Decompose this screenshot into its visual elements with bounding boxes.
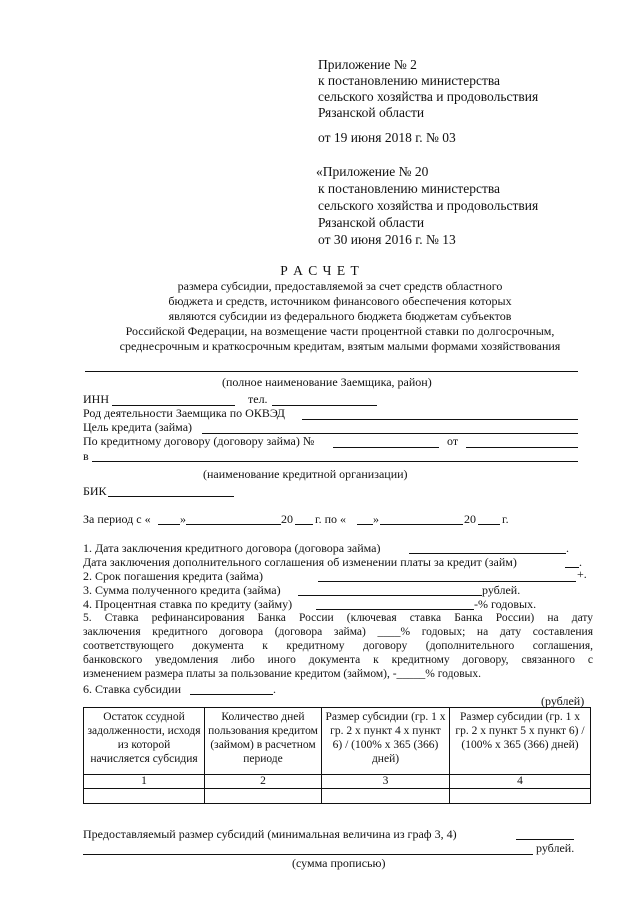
- appendix-current-line1: Приложение № 2: [318, 57, 417, 72]
- purpose-label: Цель кредита (займа): [83, 420, 193, 434]
- phone-label: тел.: [248, 392, 268, 406]
- borrower-name-caption: (полное наименование Заемщика, район): [222, 375, 432, 389]
- item2-end: +.: [577, 567, 587, 581]
- period-end-month[interactable]: [380, 524, 463, 525]
- item2-field[interactable]: [318, 581, 576, 582]
- period-end-year[interactable]: [478, 524, 500, 525]
- bank-caption: (наименование кредитной организации): [203, 467, 408, 481]
- item3-label: 3. Сумма полученного кредита (займа): [83, 583, 281, 597]
- table-header-cell: Размер субсидии (гр. 1 х гр. 2 х пункт 5 х пункт 6) / (100% х 365 (366) дней): [450, 708, 591, 775]
- table-input-cell[interactable]: [205, 789, 322, 804]
- item6-field[interactable]: [190, 694, 273, 695]
- appendix-original-line5: от 30 июня 2016 г. № 13: [318, 232, 456, 247]
- table-column-number: 1: [84, 775, 205, 789]
- table-unit: (рублей): [541, 694, 585, 708]
- borrower-name-line[interactable]: [85, 371, 578, 372]
- subtitle-line: бюджета и средств, источником финансового обеспечения которых: [168, 294, 512, 308]
- table-header-row: [84, 708, 591, 775]
- table-column-number: 2: [205, 775, 322, 789]
- period-end-day[interactable]: [357, 524, 373, 525]
- appendix-original-line1: «Приложение № 20: [316, 164, 429, 179]
- bank-field[interactable]: [92, 461, 578, 462]
- table-input-cell[interactable]: [450, 789, 591, 804]
- table-number-row: [84, 775, 591, 789]
- period-start-day[interactable]: [158, 524, 180, 525]
- provided-amount-label: Предоставляемый размер субсидий (минимальная величина из граф 3, 4): [83, 827, 457, 841]
- item4-end: -% годовых.: [474, 597, 537, 611]
- subtitle-line: размера субсидии, предоставляемой за счет средств областного: [177, 279, 503, 293]
- amount-in-words-caption: (сумма прописью): [292, 856, 386, 870]
- contract-number-field[interactable]: [333, 447, 439, 448]
- item5-line: изменением размера платы за пользование кредитом (займом), -_____% годовых.: [83, 668, 481, 680]
- table-column-number: 3: [322, 775, 450, 789]
- appendix-original-line3: сельского хозяйства и продовольствия: [318, 198, 539, 213]
- period-end-year-prefix: 20: [464, 512, 476, 526]
- period-to-label: г. по «: [315, 512, 346, 526]
- contract-from-label: от: [447, 434, 459, 448]
- amount-in-words-field[interactable]: [83, 854, 533, 855]
- bik-field[interactable]: [108, 496, 234, 497]
- contract-label: По кредитному договору (договору займа) №: [83, 434, 315, 448]
- table-input-cell[interactable]: [84, 789, 205, 804]
- table-data-row: [84, 789, 591, 804]
- bank-prefix: в: [83, 449, 89, 463]
- okved-label: Род деятельности Заемщика по ОКВЭД: [83, 406, 285, 420]
- item1-end: .: [566, 541, 569, 555]
- subtitle-line: являются субсидии из федерального бюджета бюджетам субъектов: [168, 309, 512, 323]
- table-header-cell: Остаток ссудной задолженности, исходя из которой начисляется субсидия: [84, 708, 205, 775]
- period-start-year[interactable]: [295, 524, 313, 525]
- inn-label: ИНН: [83, 392, 109, 406]
- period-quote-close-2: »: [373, 512, 379, 526]
- rubles-label: рублей.: [536, 841, 575, 855]
- item3-field[interactable]: [298, 595, 482, 596]
- subtitle-line: Российской Федерации, на возмещение части процентной ставки по долгосрочным,: [125, 324, 555, 338]
- period-start-year-prefix: 20: [281, 512, 293, 526]
- item5-line: банковского уведомления либо иного документа к кредитному договору, связанного с: [83, 654, 593, 666]
- phone-field[interactable]: [272, 405, 377, 406]
- subtitle-line: среднесрочным и краткосрочным кредитам, взятым малыми формами хозяйствования: [119, 339, 561, 353]
- subsidy-table: [83, 707, 591, 804]
- item4-label: 4. Процентная ставка по кредиту (займу): [83, 597, 293, 611]
- item1b-label: Дата заключения дополнительного соглашения об изменении платы за кредит (займ): [83, 555, 517, 569]
- period-label: За период с «: [83, 512, 151, 526]
- item5-line: заключения кредитного договора (договора займа) ____% годовых; на дату составления: [83, 626, 593, 638]
- provided-amount-field[interactable]: [516, 839, 574, 840]
- period-year-suffix: г.: [502, 512, 509, 526]
- item5-line: 5. Ставка рефинансирования Банка России (ключевая ставка Банка России) на дату: [83, 612, 593, 624]
- item1-field[interactable]: [409, 553, 566, 554]
- item2-label: 2. Срок погашения кредита (займа): [83, 569, 263, 583]
- item4-field[interactable]: [316, 609, 474, 610]
- contract-date-field[interactable]: [466, 447, 578, 448]
- item1b-end: .: [579, 555, 582, 569]
- appendix-original-line2: к постановлению министерства: [318, 181, 501, 196]
- period-start-month[interactable]: [186, 524, 281, 525]
- bik-label: БИК: [83, 484, 107, 498]
- table-header-cell: Размер субсидии (гр. 1 х гр. 2 х пункт 4 х пункт 6) / (100% х 365 (366) дней): [322, 708, 450, 775]
- table-column-number: 4: [450, 775, 591, 789]
- appendix-current-date: от 19 июня 2018 г. № 03: [318, 130, 456, 145]
- item1-label: 1. Дата заключения кредитного договора (договора займа): [83, 541, 381, 555]
- document-title: Р А С Ч Е Т: [280, 263, 360, 278]
- appendix-current-line2: к постановлению министерства: [318, 73, 501, 88]
- okved-field[interactable]: [302, 419, 578, 420]
- item6-end: .: [273, 682, 276, 696]
- period-quote-close: »: [180, 512, 186, 526]
- item6-label: 6. Ставка субсидии: [83, 682, 182, 696]
- item5-line: соответствующего документа к кредитному договору (дополнительного соглашения,: [83, 640, 593, 652]
- appendix-original-line4: Рязанской области: [318, 215, 425, 230]
- appendix-current-line3: сельского хозяйства и продовольствия: [318, 89, 539, 104]
- table-input-cell[interactable]: [322, 789, 450, 804]
- table-header-cell: Количество дней пользования кредитом (займом) в расчетном периоде: [205, 708, 322, 775]
- appendix-current-line4: Рязанской области: [318, 105, 425, 120]
- item3-end: рублей.: [482, 583, 521, 597]
